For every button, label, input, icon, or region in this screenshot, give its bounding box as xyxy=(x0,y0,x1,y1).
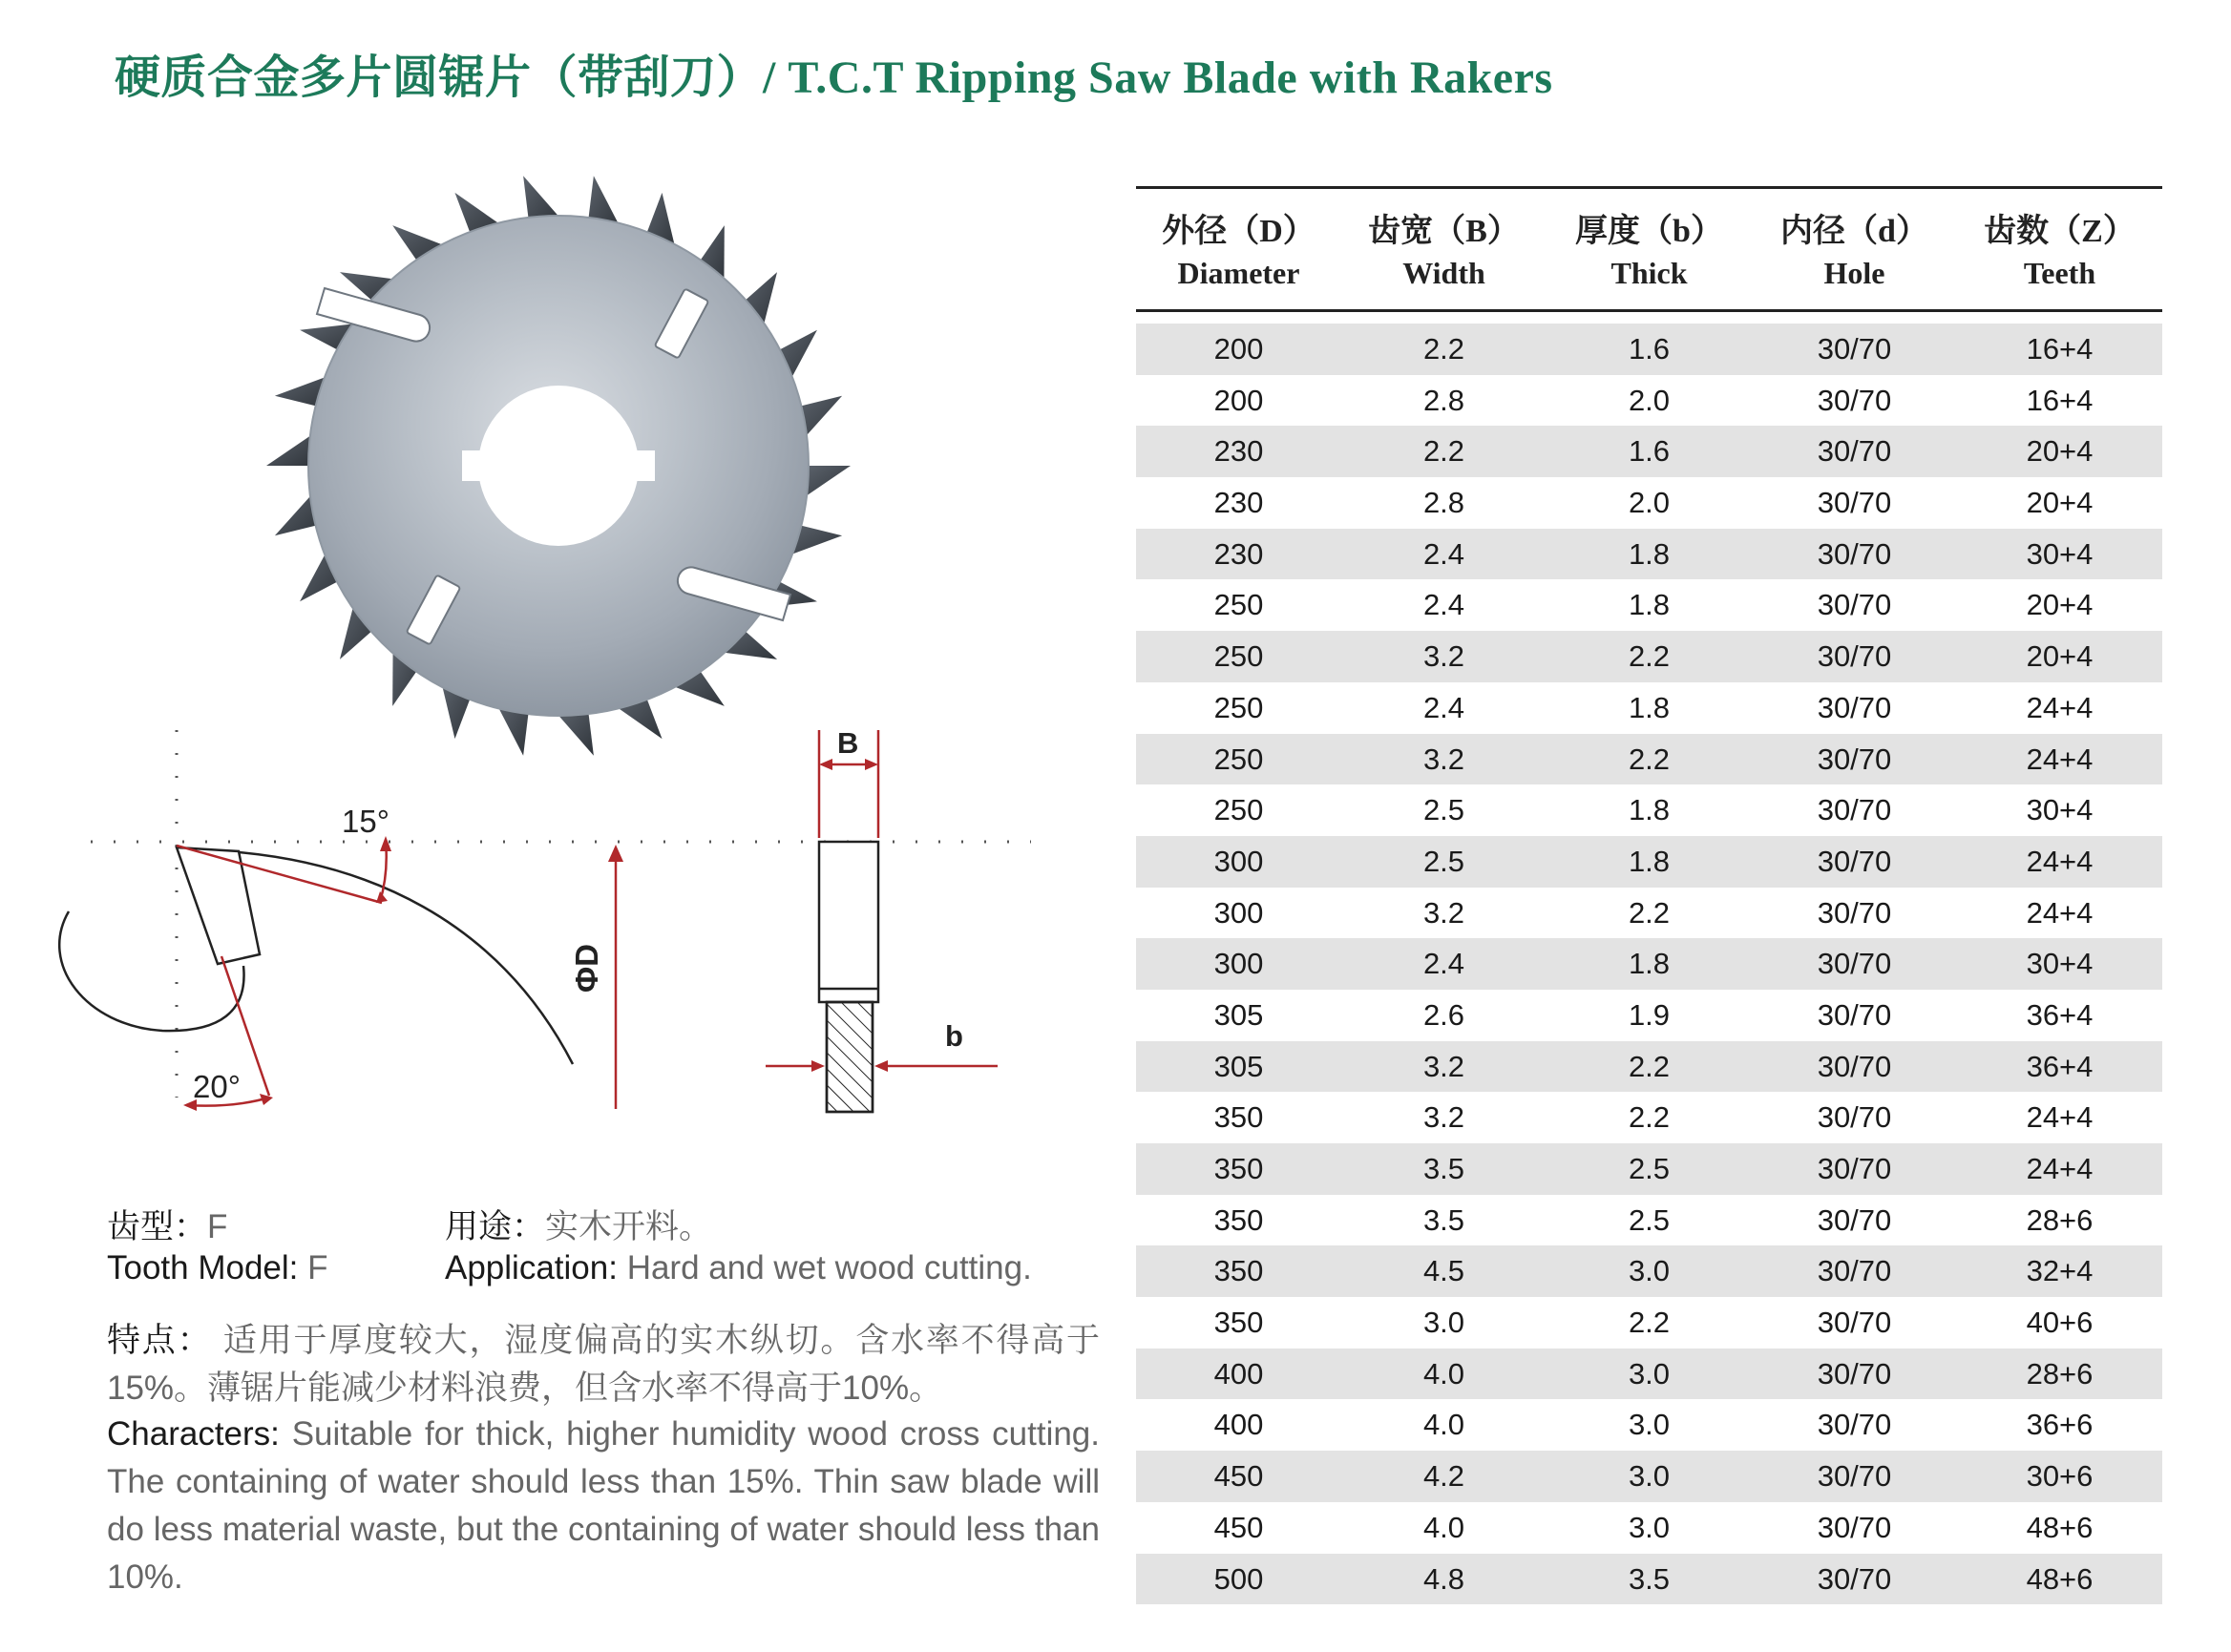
table-cell: 30/70 xyxy=(1817,332,1892,366)
table-row xyxy=(1136,1554,2162,1605)
table-cell: 350 xyxy=(1213,1100,1264,1135)
table-row xyxy=(1136,1399,2162,1451)
table-cell: 28+6 xyxy=(2026,1202,2094,1237)
table-cell: 250 xyxy=(1213,793,1264,827)
table-row xyxy=(1136,324,2162,375)
table-cell: 2.5 xyxy=(1422,844,1465,878)
table-cell: 2.2 xyxy=(1628,1100,1671,1135)
table-cell: 24+4 xyxy=(2026,895,2094,930)
table-cell: 36+4 xyxy=(2026,997,2094,1032)
table-cell: 28+6 xyxy=(2026,1356,2094,1391)
table-cell: 1.6 xyxy=(1628,332,1671,366)
table-row xyxy=(1136,938,2162,990)
table-row xyxy=(1136,529,2162,580)
table-cell: 3.0 xyxy=(1628,1408,1671,1442)
table-cell: 2.5 xyxy=(1422,793,1465,827)
table-cell: 4.0 xyxy=(1422,1510,1465,1544)
diameter-dimension xyxy=(608,845,623,1109)
table-cell: 30/70 xyxy=(1817,1202,1892,1237)
table-row xyxy=(1136,734,2162,785)
table-cell: 2.2 xyxy=(1628,639,1671,674)
table-cell: 250 xyxy=(1213,690,1264,724)
table-cell: 2.2 xyxy=(1628,895,1671,930)
table-cell: 230 xyxy=(1213,536,1264,571)
table-cell: 30/70 xyxy=(1817,536,1892,571)
characters-en: Characters: Suitable for thick, higher humidity wood cross cutting. The containing of water should less than 15%. Thin saw blade will do less material waste, but the containing of water should less than 10%. xyxy=(107,1415,1100,1596)
table-cell: 30/70 xyxy=(1817,844,1892,878)
table-row xyxy=(1136,375,2162,427)
header-width: 齿宽（B） Width xyxy=(1368,214,1520,290)
table-cell: 30/70 xyxy=(1817,1459,1892,1494)
table-row xyxy=(1136,990,2162,1041)
table-cell: 2.2 xyxy=(1628,742,1671,776)
table-cell: 20+4 xyxy=(2026,434,2094,469)
table-row xyxy=(1136,1195,2162,1246)
table-cell: 1.9 xyxy=(1628,997,1671,1032)
table-cell: 1.6 xyxy=(1628,434,1671,469)
table-cell: 16+4 xyxy=(2026,332,2094,366)
table-cell: 3.0 xyxy=(1628,1356,1671,1391)
table-cell: 30+6 xyxy=(2026,1459,2094,1494)
table-cell: 30/70 xyxy=(1817,1254,1892,1288)
table-cell: 30/70 xyxy=(1817,383,1892,417)
table-cell: 3.2 xyxy=(1422,742,1465,776)
table-cell: 3.0 xyxy=(1628,1459,1671,1494)
table-cell: 48+6 xyxy=(2026,1561,2094,1596)
table-cell: 30/70 xyxy=(1817,895,1892,930)
table-cell: 2.2 xyxy=(1628,1049,1671,1083)
table-cell: 24+4 xyxy=(2026,844,2094,878)
table-cell: 36+4 xyxy=(2026,1049,2094,1083)
table-cell: 2.8 xyxy=(1422,383,1465,417)
table-cell: 2.2 xyxy=(1422,332,1465,366)
table-cell: 300 xyxy=(1213,844,1264,878)
table-cell: 32+4 xyxy=(2026,1254,2094,1288)
table-row xyxy=(1136,426,2162,477)
thick-label: b xyxy=(945,1019,963,1053)
table-cell: 300 xyxy=(1213,895,1264,930)
table-cell: 1.8 xyxy=(1628,793,1671,827)
table-cell: 20+4 xyxy=(2026,639,2094,674)
table-cell: 24+4 xyxy=(2026,1100,2094,1135)
table-cell: 30/70 xyxy=(1817,1152,1892,1185)
table-cell: 1.8 xyxy=(1628,690,1671,724)
table-row xyxy=(1136,682,2162,734)
table-cell: 3.2 xyxy=(1422,895,1465,930)
table-row xyxy=(1136,477,2162,529)
table-cell: 230 xyxy=(1213,434,1264,469)
saw-blade-illustration xyxy=(0,143,1069,1145)
table-cell: 30/70 xyxy=(1817,486,1892,520)
table-row xyxy=(1136,888,2162,939)
table-cell: 4.0 xyxy=(1422,1356,1465,1391)
table-cell: 2.4 xyxy=(1422,588,1465,622)
table-cell: 1.8 xyxy=(1628,588,1671,622)
table-cell: 30/70 xyxy=(1817,1408,1892,1442)
table-cell: 250 xyxy=(1213,639,1264,674)
table-cell: 3.0 xyxy=(1628,1254,1671,1288)
blade-cross-section xyxy=(819,842,878,1112)
table-cell: 2.5 xyxy=(1628,1202,1671,1237)
header-diameter: 外径（D） Diameter xyxy=(1162,214,1315,290)
table-cell: 450 xyxy=(1213,1510,1264,1544)
table-cell: 20+4 xyxy=(2026,588,2094,622)
page-title: 硬质合金多片圆锯片（带刮刀）/ T.C.T Ripping Saw Blade with Rakers xyxy=(115,52,1553,103)
table-cell: 30/70 xyxy=(1817,690,1892,724)
table-cell: 30/70 xyxy=(1817,1510,1892,1544)
table-row xyxy=(1136,784,2162,836)
tooth-model-zh: 齿型：F xyxy=(107,1208,228,1245)
table-row xyxy=(1136,1041,2162,1093)
header-teeth: 齿数（Z） Teeth xyxy=(1984,214,2136,290)
header-hole: 内径（d） Hole xyxy=(1780,214,1928,290)
application-zh: 用途：实木开料。 xyxy=(445,1208,713,1245)
table-cell: 30/70 xyxy=(1817,639,1892,674)
table-cell: 30/70 xyxy=(1817,1561,1892,1596)
table-row xyxy=(1136,1451,2162,1502)
table-cell: 2.0 xyxy=(1628,486,1671,520)
table-cell: 3.5 xyxy=(1422,1202,1465,1237)
table-cell: 1.8 xyxy=(1628,536,1671,571)
tooth-profile xyxy=(59,847,573,1064)
saw-tooth xyxy=(803,466,851,498)
table-cell: 2.5 xyxy=(1628,1152,1671,1185)
table-cell: 30/70 xyxy=(1817,1306,1892,1340)
table-cell: 2.2 xyxy=(1422,434,1465,469)
table-header-rule xyxy=(1136,309,2162,312)
table-cell: 2.2 xyxy=(1628,1306,1671,1340)
spec-table xyxy=(1136,186,2162,1604)
table-cell: 305 xyxy=(1213,997,1264,1032)
table-cell: 2.8 xyxy=(1422,486,1465,520)
table-cell: 30/70 xyxy=(1817,1356,1892,1391)
table-cell: 30/70 xyxy=(1817,742,1892,776)
table-cell: 30/70 xyxy=(1817,793,1892,827)
table-cell: 24+4 xyxy=(2026,690,2094,724)
table-cell: 250 xyxy=(1213,588,1264,622)
table-cell: 400 xyxy=(1213,1356,1264,1391)
table-cell: 450 xyxy=(1213,1459,1264,1494)
table-body xyxy=(1136,324,2162,1604)
table-cell: 30+4 xyxy=(2026,793,2094,827)
table-cell: 400 xyxy=(1213,1408,1264,1442)
table-cell: 30/70 xyxy=(1817,434,1892,469)
table-row xyxy=(1136,1297,2162,1349)
characters-zh: 特点： 适用于厚度较大，湿度偏高的实木纵切。含水率不得高于15%。薄锯片能减少材料浪费，但含水率不得高于10%。 xyxy=(107,1322,1100,1407)
table-cell: 40+6 xyxy=(2026,1306,2094,1340)
table-cell: 3.5 xyxy=(1628,1561,1671,1596)
table-cell: 2.4 xyxy=(1422,690,1465,724)
table-cell: 350 xyxy=(1213,1306,1264,1340)
table-row xyxy=(1136,1245,2162,1297)
table-cell: 1.8 xyxy=(1628,844,1671,878)
table-cell: 30+4 xyxy=(2026,947,2094,981)
table-cell: 30+4 xyxy=(2026,536,2094,571)
table-cell: 30/70 xyxy=(1817,1100,1892,1135)
table-cell: 200 xyxy=(1213,332,1264,366)
tooth-model-en: Tooth Model: F xyxy=(107,1249,328,1286)
table-cell: 1.8 xyxy=(1628,947,1671,981)
clearance-angle-label: 20° xyxy=(193,1069,241,1104)
table-cell: 3.2 xyxy=(1422,1100,1465,1135)
table-row xyxy=(1136,1349,2162,1400)
table-cell: 24+4 xyxy=(2026,1152,2094,1185)
table-cell: 30/70 xyxy=(1817,588,1892,622)
table-cell: 30/70 xyxy=(1817,947,1892,981)
table-cell: 2.4 xyxy=(1422,536,1465,571)
table-cell: 230 xyxy=(1213,486,1264,520)
table-cell: 30/70 xyxy=(1817,997,1892,1032)
table-cell: 350 xyxy=(1213,1202,1264,1237)
table-row xyxy=(1136,579,2162,631)
table-cell: 200 xyxy=(1213,383,1264,417)
table-cell: 2.6 xyxy=(1422,997,1465,1032)
table-cell: 305 xyxy=(1213,1049,1264,1083)
saw-tooth xyxy=(523,176,561,221)
table-cell: 350 xyxy=(1213,1152,1264,1185)
table-cell: 36+6 xyxy=(2026,1408,2094,1442)
table-cell: 3.2 xyxy=(1422,639,1465,674)
table-cell: 16+4 xyxy=(2026,383,2094,417)
application-en: Application: Hard and wet wood cutting. xyxy=(445,1249,1032,1286)
table-row xyxy=(1136,1502,2162,1554)
table-cell: 24+4 xyxy=(2026,742,2094,776)
table-cell: 3.0 xyxy=(1628,1510,1671,1544)
table-row xyxy=(1136,631,2162,682)
table-cell: 3.2 xyxy=(1422,1049,1465,1083)
saw-tooth xyxy=(266,433,314,466)
table-header xyxy=(1136,189,2162,309)
rake-angle-label: 15° xyxy=(342,804,389,839)
width-label: B xyxy=(837,726,859,760)
header-thick: 厚度（b） Thick xyxy=(1575,214,1723,290)
table-cell: 4.5 xyxy=(1422,1254,1465,1288)
table-row xyxy=(1136,1143,2162,1195)
table-cell: 250 xyxy=(1213,742,1264,776)
table-cell: 3.0 xyxy=(1422,1306,1465,1340)
table-cell: 3.5 xyxy=(1422,1152,1465,1185)
table-cell: 4.8 xyxy=(1422,1561,1465,1596)
table-cell: 2.4 xyxy=(1422,947,1465,981)
table-row xyxy=(1136,1092,2162,1143)
table-cell: 48+6 xyxy=(2026,1510,2094,1544)
table-cell: 500 xyxy=(1213,1561,1264,1596)
table-cell: 30/70 xyxy=(1817,1049,1892,1083)
table-cell: 20+4 xyxy=(2026,486,2094,520)
table-cell: 300 xyxy=(1213,947,1264,981)
table-cell: 4.2 xyxy=(1422,1459,1465,1494)
saw-tooth xyxy=(556,710,594,756)
table-cell: 4.0 xyxy=(1422,1408,1465,1442)
table-cell: 350 xyxy=(1213,1254,1264,1288)
diameter-label: ΦD xyxy=(569,944,604,993)
saw-blade xyxy=(266,176,851,756)
table-cell: 2.0 xyxy=(1628,383,1671,417)
table-row xyxy=(1136,836,2162,888)
